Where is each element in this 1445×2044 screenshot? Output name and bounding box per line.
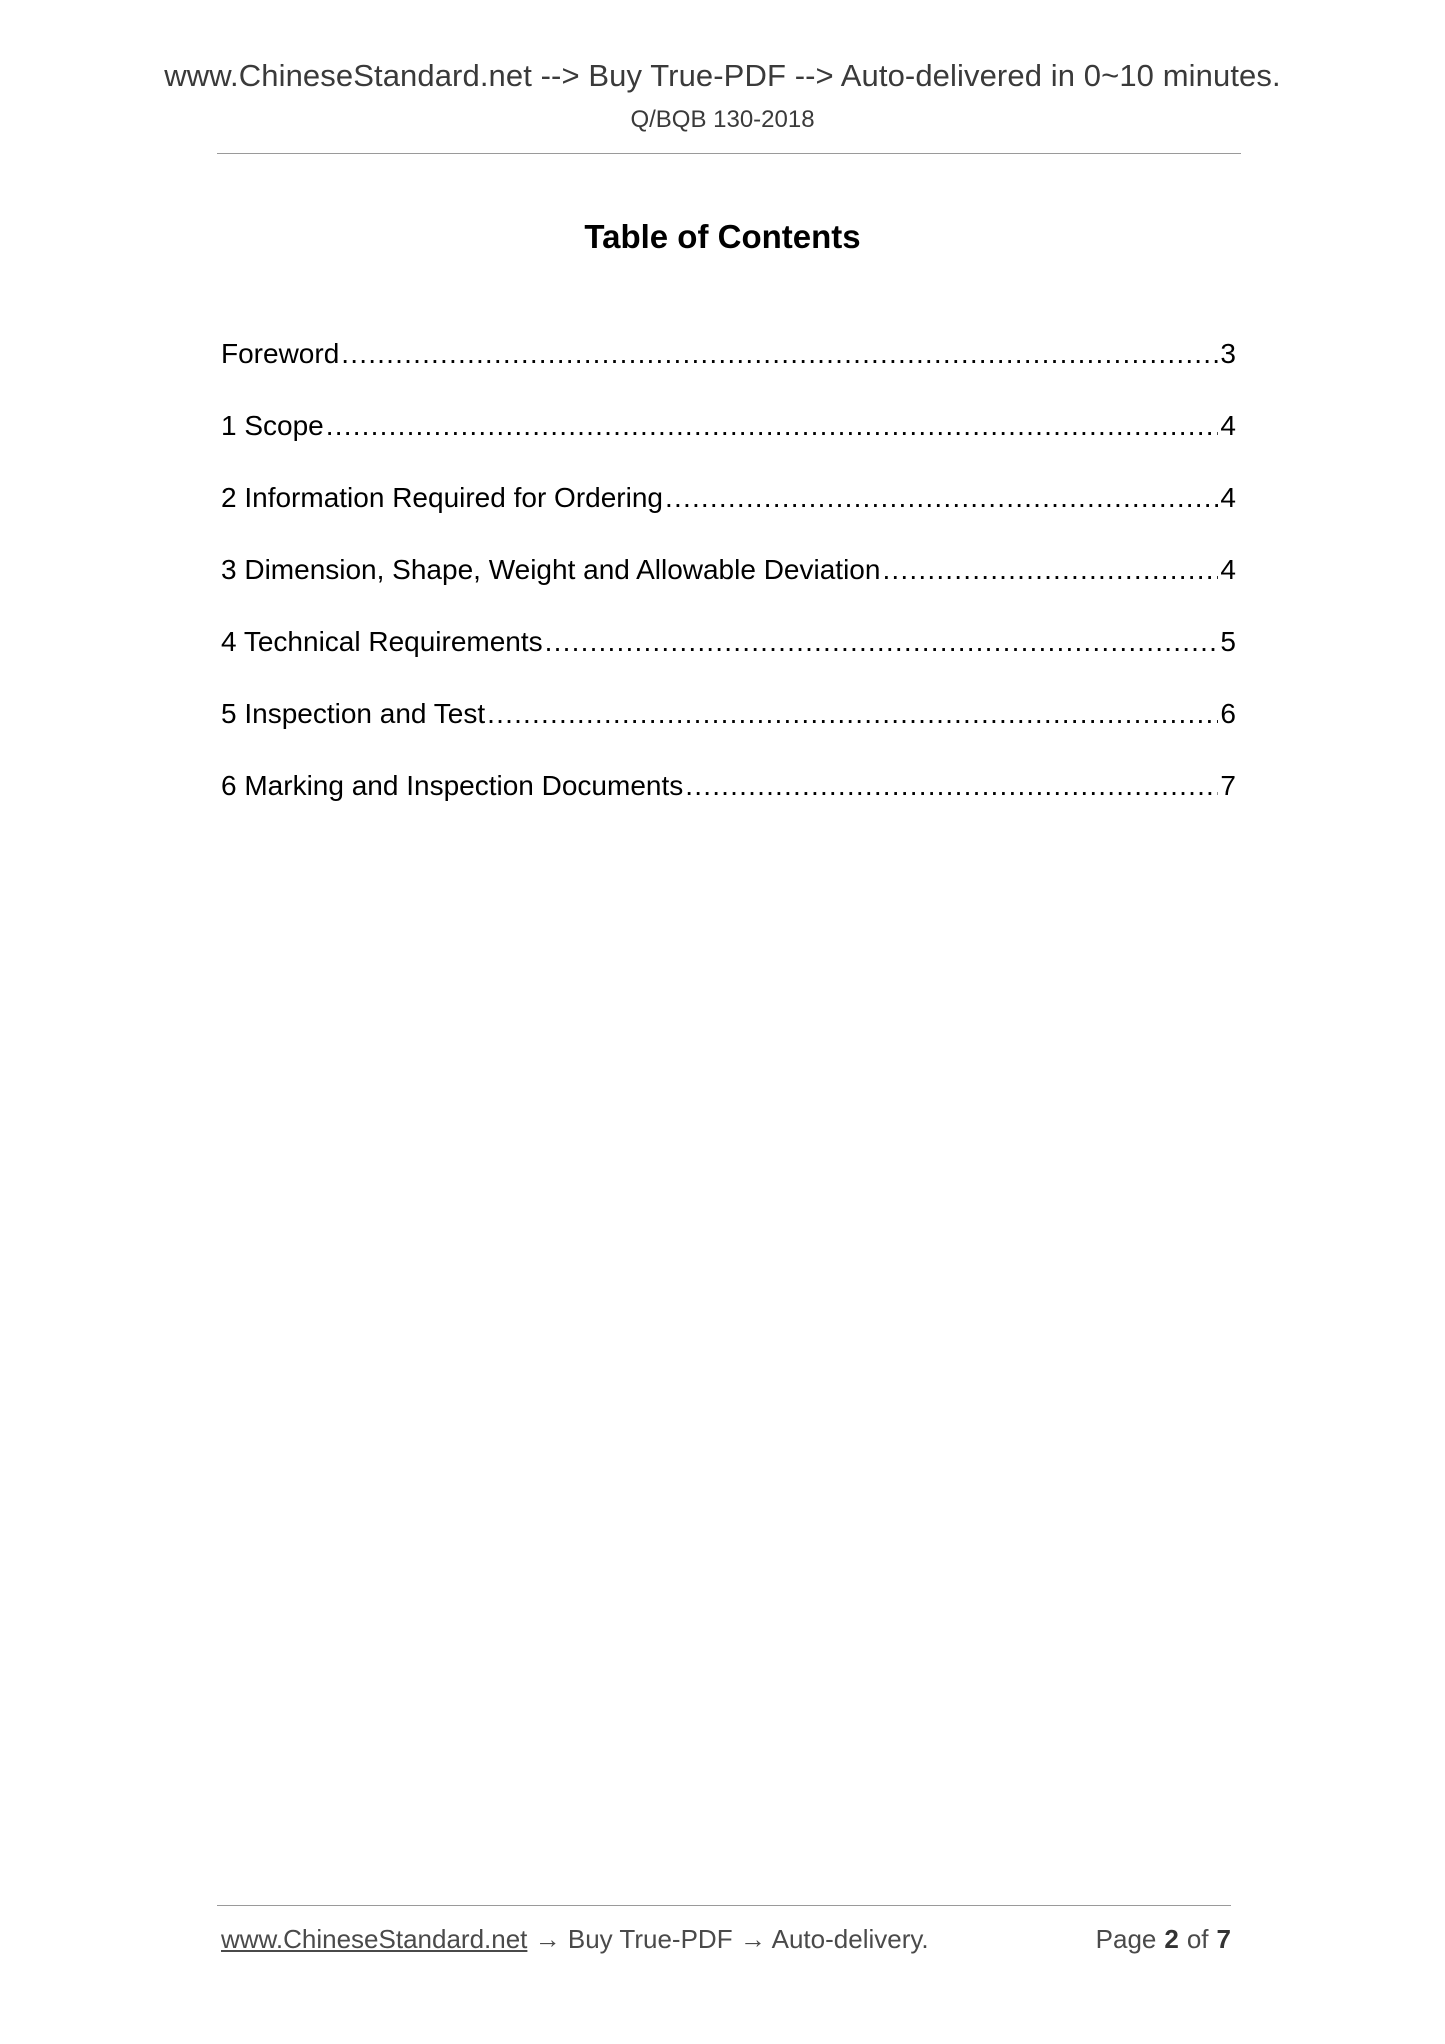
toc-entry-page: 4 (1220, 410, 1236, 441)
toc-entry-page: 5 (1220, 626, 1236, 657)
footer-site-link[interactable]: www.ChineseStandard.net (221, 1924, 528, 1954)
toc-entry-page: 6 (1220, 698, 1236, 729)
footer-promo (221, 1924, 929, 1955)
toc-entry-page: 7 (1220, 770, 1236, 801)
footer-delivery-text: Auto-delivery. (771, 1924, 929, 1954)
toc-dot-leader (326, 410, 1219, 442)
toc-dot-leader (685, 770, 1218, 802)
of-word: of (1186, 1924, 1209, 1954)
toc-entry-technical-requirements[interactable] (221, 626, 1236, 698)
arrow-right-icon: → (739, 1924, 766, 1954)
page-word: Page (1095, 1924, 1157, 1954)
footer-buy-text: Buy True-PDF (567, 1924, 733, 1954)
toc-entry-label: 5 Inspection and Test (221, 698, 486, 729)
toc-entry-label: 4 Technical Requirements (221, 626, 543, 657)
toc-list (221, 338, 1236, 842)
toc-entry-label: 6 Marking and Inspection Documents (221, 770, 684, 801)
toc-entry-page: 3 (1220, 338, 1236, 369)
toc-entry-scope[interactable] (221, 410, 1236, 482)
toc-dot-leader (882, 554, 1218, 586)
total-pages: 7 (1216, 1924, 1231, 1954)
toc-dot-leader (487, 698, 1218, 730)
footer-divider (217, 1905, 1231, 1906)
document-code: Q/BQB 130-2018 (630, 106, 815, 133)
toc-entry-page: 4 (1220, 482, 1236, 513)
toc-entry-label: 1 Scope (221, 410, 324, 441)
toc-entry-label: 3 Dimension, Shape, Weight and Allowable Deviation (221, 554, 881, 585)
toc-entry-dimension[interactable] (221, 554, 1236, 626)
header-divider (217, 153, 1241, 154)
arrow-right-icon: → (534, 1924, 561, 1954)
toc-entry-label: 2 Information Required for Ordering (221, 482, 663, 513)
current-page: 2 (1164, 1924, 1179, 1954)
toc-entry-inspection-test[interactable] (221, 698, 1236, 770)
header-banner: www.ChineseStandard.net --> Buy True-PDF --> Auto-delivered in 0~10 minutes. (164, 58, 1281, 93)
toc-dot-leader (665, 482, 1218, 514)
toc-dot-leader (545, 626, 1219, 658)
page-number (1096, 1924, 1231, 1955)
toc-dot-leader (341, 338, 1218, 370)
toc-entry-label: Foreword (221, 338, 340, 369)
toc-entry-page: 4 (1220, 554, 1236, 585)
toc-entry-foreword[interactable] (221, 338, 1236, 410)
toc-entry-ordering-info[interactable] (221, 482, 1236, 554)
toc-entry-marking[interactable] (221, 770, 1236, 842)
page-title: Table of Contents (584, 218, 861, 255)
